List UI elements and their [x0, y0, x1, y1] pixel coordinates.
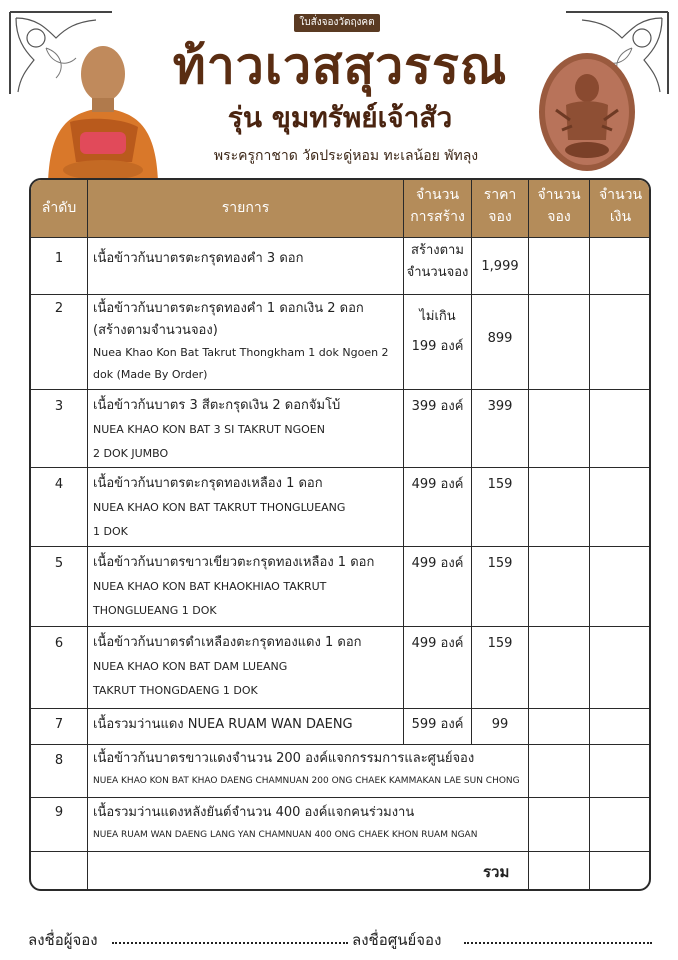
buyer-signature-label: ลงชื่อผู้จอง — [28, 931, 98, 949]
row-6-made: 499 องค์ — [411, 636, 464, 651]
row-2-price: 899 — [487, 331, 513, 346]
row-3-price: 399 — [487, 399, 513, 414]
row-3-amount-input[interactable] — [590, 390, 651, 467]
row-9-no: 9 — [54, 805, 64, 820]
row-9-qty-order-input[interactable] — [529, 798, 589, 851]
row-5-qty-order-input[interactable] — [529, 547, 589, 626]
row-2-made: ไม่เกิน 199 องค์ — [411, 309, 464, 354]
row-6-price: 159 — [487, 636, 513, 651]
center-signature-line[interactable] — [464, 942, 652, 944]
row-7-amount-input[interactable] — [590, 709, 651, 744]
row-1-qty-order-input[interactable] — [529, 238, 589, 294]
row-5-amount-input[interactable] — [590, 547, 651, 626]
monk-portrait — [40, 22, 166, 182]
row-1-made: สร้างตาม จำนวนจอง — [406, 243, 469, 280]
page-subtitle: รุ่น ขุมทรัพย์เจ้าสัว — [227, 101, 453, 134]
row-7-price: 99 — [491, 717, 509, 732]
page-title: ท้าวเวสสุวรรณ — [172, 36, 508, 95]
row-3-qty-order-input[interactable] — [529, 390, 589, 467]
amulet-image — [536, 50, 638, 174]
row-4-no: 4 — [54, 477, 64, 492]
row-2-no: 2 — [54, 301, 64, 316]
row-4-price: 159 — [487, 477, 513, 492]
row-4-amount-input[interactable] — [590, 468, 651, 546]
center-signature-label: ลงชื่อศูนย์จอง — [352, 931, 442, 949]
header-amount: จำนวน เงิน — [598, 187, 643, 225]
row-1-item: เนื้อข้าวก้นบาตรตะกรุดทองคำ 3 ดอก — [93, 251, 304, 266]
row-9-amount-input[interactable] — [590, 798, 651, 851]
row-6-no: 6 — [54, 636, 64, 651]
header-qty-made: จำนวน การสร้าง — [410, 187, 465, 225]
temple-line: พระครูกาชาด วัดประดู่หอม ทะเลน้อย พัทลุง — [213, 148, 479, 164]
row-4-made: 499 องค์ — [411, 477, 464, 492]
row-3-made: 399 องค์ — [411, 399, 464, 414]
row-4-qty-order-input[interactable] — [529, 468, 589, 546]
total-amount-input[interactable] — [590, 852, 651, 891]
row-7-no: 7 — [54, 717, 64, 732]
order-form-badge: ใบสั่งจองวัดฤงคต — [294, 14, 380, 32]
row-8-qty-order-input[interactable] — [529, 745, 589, 797]
row-2-item: เนื้อข้าวก้นบาตรตะกรุดทองคำ 1 ดอกเงิน 2 ดอก (สร้างตามจำนวนจอง) Nuea Khao Kon Bat Takrut Thongkham 1 dok Ngoen 2 dok (Made By Order) — [93, 301, 389, 381]
row-7-made: 599 องค์ — [411, 717, 464, 732]
row-4-item: เนื้อข้าวก้นบาตรตะกรุดทองเหลือง 1 ดอก NUEA KHAO KON BAT TAKRUT THONGLUEANG 1 DOK — [93, 476, 346, 538]
header-qty-order: จำนวน จอง — [537, 187, 581, 225]
row-1-amount-input[interactable] — [590, 238, 651, 294]
row-6-qty-order-input[interactable] — [529, 627, 589, 708]
row-8-item: เนื้อข้าวก้นบาตรขาวแดงจำนวน 200 องค์แจกกรรมการและศูนย์จอง NUEA KHAO KON BAT KHAO DAENG CHAMNUAN 200 ONG CHAEK KAMMAKAN LAE SUN CHONG — [93, 751, 520, 786]
header-price: ราคา จอง — [483, 187, 517, 225]
row-3-no: 3 — [54, 399, 64, 414]
row-3-item: เนื้อข้าวก้นบาตร 3 สีตะกรุดเงิน 2 ดอกจัมโบ้ NUEA KHAO KON BAT 3 SI TAKRUT NGOEN 2 DOK JUMBO — [93, 398, 341, 460]
row-2-amount-input[interactable] — [590, 295, 651, 389]
header-item: รายการ — [221, 200, 270, 216]
row-8-amount-input[interactable] — [590, 745, 651, 797]
row-6-item: เนื้อข้าวก้นบาตรดำเหลืองตะกรุดทองแดง 1 ดอก NUEA KHAO KON BAT DAM LUEANG TAKRUT THONGDAENG 1 DOK — [93, 635, 362, 697]
row-7-item: เนื้อรวมว่านแดง NUEA RUAM WAN DAENG — [93, 717, 353, 732]
total-qty-input[interactable] — [529, 852, 589, 891]
row-5-no: 5 — [54, 556, 64, 571]
row-9-item: เนื้อรวมว่านแดงหลังยันต์จำนวน 400 องค์แจกคนร่วมงาน NUEA RUAM WAN DAENG LANG YAN CHAMNUAN 400 ONG CHAEK KHON RUAM NGAN — [93, 805, 478, 840]
order-table — [29, 178, 651, 891]
row-8-no: 8 — [54, 753, 64, 768]
row-1-no: 1 — [54, 251, 64, 266]
row-6-amount-input[interactable] — [590, 627, 651, 708]
row-7-qty-order-input[interactable] — [529, 709, 589, 744]
total-label: รวม — [483, 863, 510, 881]
row-2-qty-order-input[interactable] — [529, 295, 589, 389]
header-no: ลำดับ — [41, 200, 77, 216]
row-5-price: 159 — [487, 556, 513, 571]
row-5-item: เนื้อข้าวก้นบาตรขาวเขียวตะกรุดทองเหลือง 1 ดอก NUEA KHAO KON BAT KHAOKHIAO TAKRUT THONGLUEANG 1 DOK — [93, 555, 375, 617]
row-1-price: 1,999 — [481, 259, 519, 274]
buyer-signature-line[interactable] — [112, 942, 348, 944]
row-5-made: 499 องค์ — [411, 556, 464, 571]
